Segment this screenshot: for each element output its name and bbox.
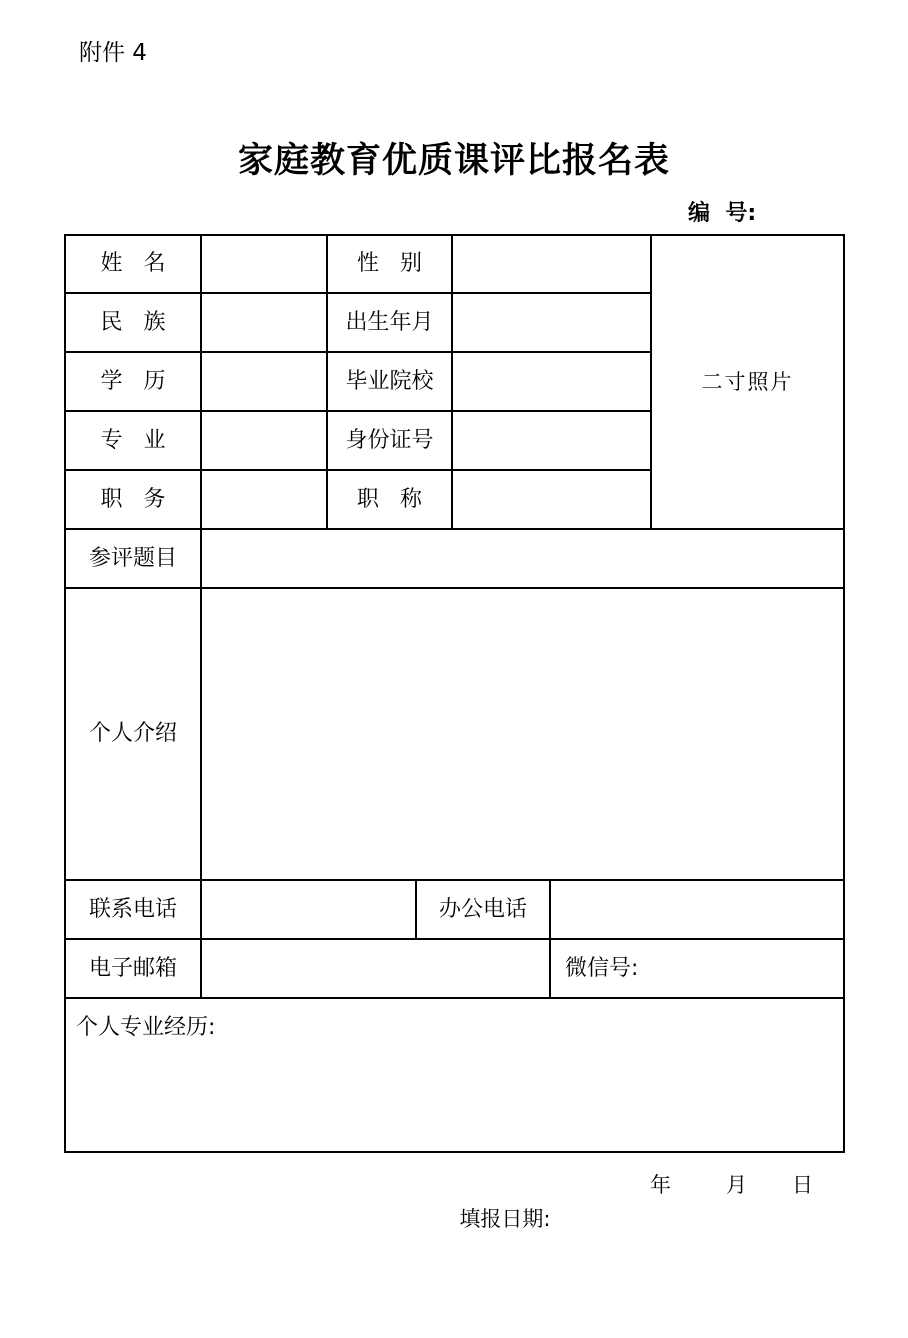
table-border-bottom	[64, 1151, 845, 1153]
major-label: 专 业	[100, 427, 166, 453]
professional-experience-value-cell[interactable]	[66, 1046, 843, 1151]
fill-date-label: 填报日期:	[459, 1207, 551, 1231]
id-number-value-cell[interactable]	[453, 412, 650, 469]
table-border-right	[843, 234, 845, 1153]
form-title: 家庭教育优质课评比报名表	[237, 141, 670, 181]
email-value-cell[interactable]	[202, 940, 549, 997]
birth-date-value-cell[interactable]	[453, 294, 650, 351]
graduate-school-value-cell[interactable]	[453, 353, 650, 410]
fill-date-row	[446, 1168, 813, 1338]
photo-placeholder: 二寸照片	[701, 370, 794, 394]
gender-value-cell[interactable]	[453, 236, 650, 292]
contact-phone-label: 联系电话	[88, 896, 177, 922]
professional-title-value-cell[interactable]	[453, 471, 650, 528]
position-label: 职 务	[100, 486, 166, 512]
fill-date-month: 月	[726, 1173, 747, 1197]
office-phone-label: 办公电话	[438, 896, 527, 922]
ethnicity-value-cell[interactable]	[202, 294, 326, 351]
id-number-label: 身份证号	[345, 427, 434, 453]
topic-label: 参评题目	[88, 545, 177, 571]
professional-experience-label: 个人专业经历:	[76, 1015, 216, 1040]
gender-label: 性 别	[357, 251, 422, 276]
form-number-label: 编 号:	[688, 201, 757, 226]
major-value-cell[interactable]	[202, 412, 326, 469]
office-phone-value-cell[interactable]	[551, 881, 843, 938]
position-value-cell[interactable]	[202, 471, 326, 528]
ethnicity-label: 民 族	[100, 309, 166, 335]
email-label: 电子邮箱	[88, 955, 177, 981]
fill-date-day: 日	[792, 1173, 813, 1197]
name-label: 姓 名	[100, 251, 166, 276]
personal-intro-value-cell[interactable]	[202, 589, 843, 879]
attachment-label: 附件 4	[79, 40, 147, 66]
education-label: 学 历	[100, 368, 166, 394]
personal-intro-label: 个人介绍	[88, 721, 177, 746]
name-value-cell[interactable]	[202, 236, 326, 292]
topic-value-cell[interactable]	[202, 530, 843, 587]
education-value-cell[interactable]	[202, 353, 326, 410]
graduate-school-label: 毕业院校	[345, 368, 434, 394]
contact-phone-value-cell[interactable]	[202, 881, 415, 938]
birth-date-label: 出生年月	[345, 309, 434, 335]
row-divider	[64, 997, 845, 999]
fill-date-year: 年	[650, 1173, 671, 1197]
registration-table	[64, 234, 845, 1153]
wechat-label: 微信号:	[565, 955, 639, 981]
professional-title-label: 职 称	[357, 486, 422, 512]
